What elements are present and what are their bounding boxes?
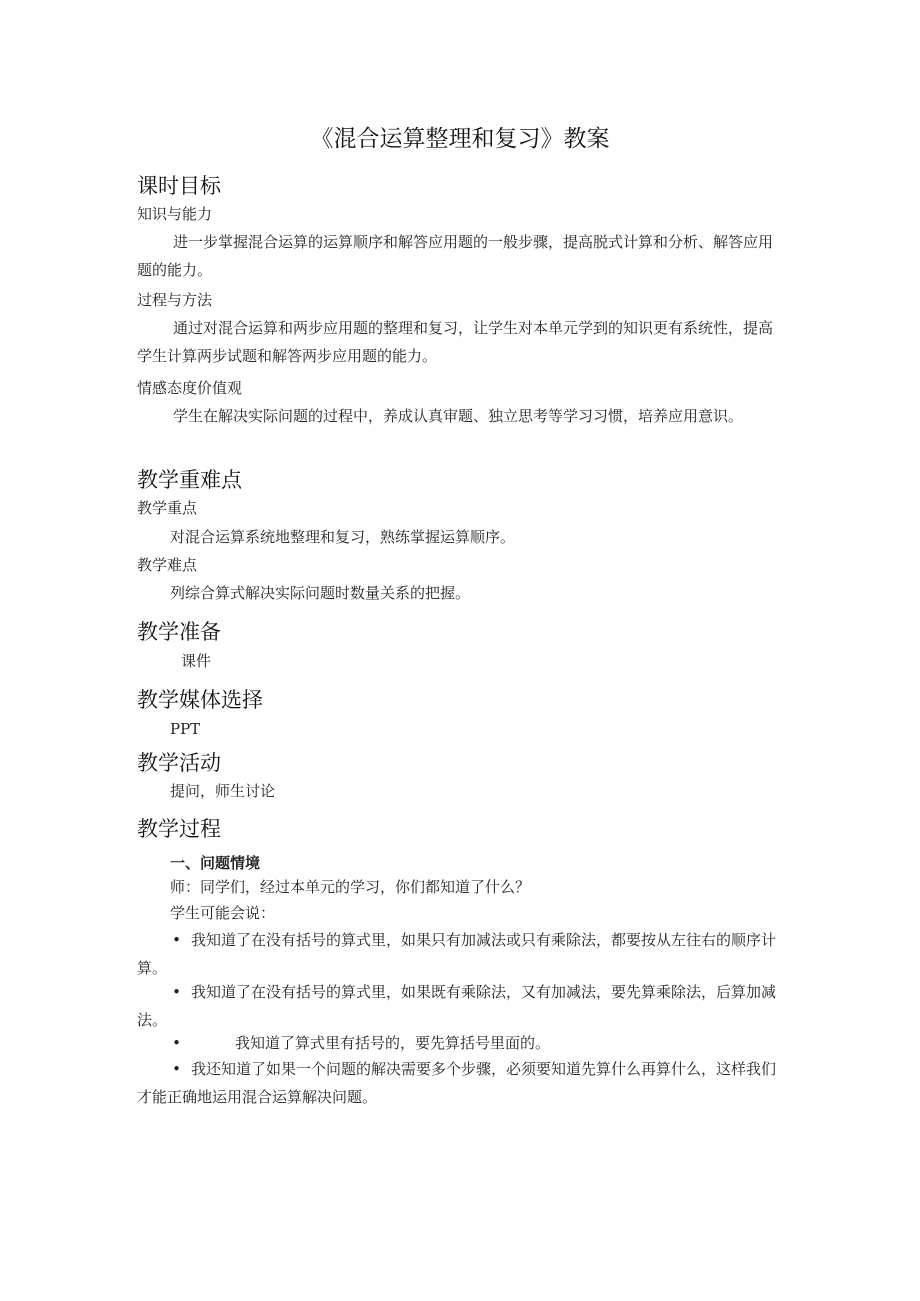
label-difficulty: 教学难点 — [137, 556, 198, 574]
list-item — [137, 926, 787, 982]
text-preparation: 课件 — [181, 652, 212, 670]
label-process: 过程与方法 — [137, 291, 213, 309]
bullet-glyph: • — [172, 931, 181, 949]
heading-activity: 教学活动 — [137, 751, 221, 775]
label-knowledge: 知识与能力 — [137, 205, 213, 223]
text-process: 通过对混合运算和两步应用题的整理和复习，让学生对本单元学到的知识更有系统性，提高学生计算两步试题和解答两步应用题的能力。 — [137, 319, 774, 365]
text-focus: 对混合运算系统地整理和复习，熟练掌握运算顺序。 — [170, 528, 516, 546]
list-item — [137, 1029, 787, 1057]
heading-objectives: 课时目标 — [137, 174, 221, 198]
text-teacher: 师：同学们，经过本单元的学习，你们都知道了什么？ — [170, 878, 531, 896]
bullet-glyph: • — [172, 1060, 181, 1078]
bullet-text: 我还知道了如果一个问题的解决需要多个步骤，必须要知道先算什么再算什么，这样我们才能正确地运用混合运算解决问题。 — [137, 1060, 777, 1106]
heading-media: 教学媒体选择 — [137, 688, 263, 712]
text-difficulty: 列综合算式解决实际问题时数量关系的把握。 — [170, 584, 471, 602]
bullet-glyph: • — [172, 983, 181, 1001]
section-problem-scenario: 一、问题情境 — [170, 854, 261, 872]
text-attitude: 学生在解决实际问题的过程中，养成认真审题、独立思考等学习习惯，培养应用意识。 — [173, 407, 744, 425]
bullet-text: 我知道了算式里有括号的，要先算括号里面的。 — [235, 1034, 551, 1052]
list-item — [137, 978, 787, 1034]
bullet-glyph: • — [172, 1034, 181, 1052]
text-activity: 提问，师生讨论 — [170, 782, 276, 800]
document-title: 《混合运算整理和复习》教案 — [310, 126, 610, 152]
label-attitude: 情感态度价值观 — [137, 379, 243, 397]
heading-keypoints: 教学重难点 — [137, 468, 242, 492]
heading-process: 教学过程 — [137, 817, 221, 841]
text-knowledge: 进一步掌握混合运算的运算顺序和解答应用题的一般步骤，提高脱式计算和分析、解答应用题的能力。 — [137, 233, 774, 279]
heading-preparation: 教学准备 — [137, 620, 221, 644]
bullet-text: 我知道了在没有括号的算式里，如果只有加减法或只有乘除法，都要按从左往右的顺序计算。 — [137, 931, 777, 977]
text-media: PPT — [170, 720, 201, 738]
label-focus: 教学重点 — [137, 499, 198, 517]
text-students: 学生可能会说： — [170, 904, 276, 922]
list-item — [137, 1055, 787, 1111]
bullet-text: 我知道了在没有括号的算式里，如果既有乘除法，又有加减法，要先算乘除法，后算加减法。 — [137, 983, 777, 1029]
